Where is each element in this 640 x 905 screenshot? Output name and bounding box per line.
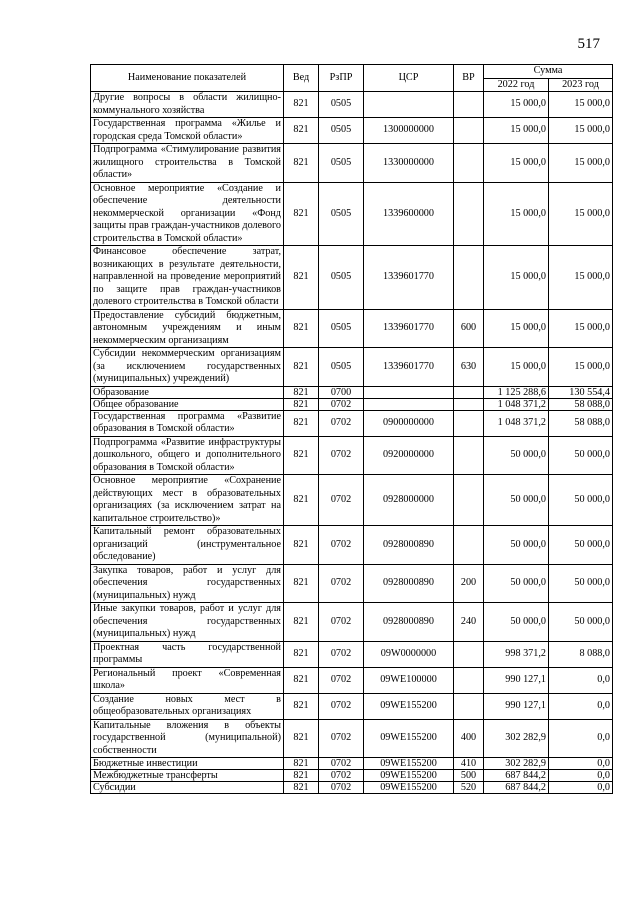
cell-y2022: 1 048 371,2 bbox=[484, 398, 549, 410]
cell-vr bbox=[454, 386, 484, 398]
cell-vr: 240 bbox=[454, 603, 484, 642]
cell-y2022: 990 127,1 bbox=[484, 693, 549, 719]
cell-y2022: 50 000,0 bbox=[484, 436, 549, 475]
cell-y2022: 990 127,1 bbox=[484, 667, 549, 693]
cell-vr bbox=[454, 182, 484, 246]
cell-vr: 600 bbox=[454, 309, 484, 348]
table-row bbox=[91, 92, 613, 118]
cell-y2022: 15 000,0 bbox=[484, 144, 549, 183]
table-row bbox=[91, 719, 613, 758]
cell-name: Межбюджетные трансферты bbox=[91, 770, 284, 782]
cell-rzpr: 0702 bbox=[319, 436, 364, 475]
table-row bbox=[91, 246, 613, 310]
cell-csr bbox=[364, 398, 454, 410]
cell-name: Капитальный ремонт образовательных организаций (инструментальное обследование) bbox=[91, 526, 284, 565]
cell-y2023: 15 000,0 bbox=[549, 348, 613, 387]
cell-y2022: 15 000,0 bbox=[484, 92, 549, 118]
table-row bbox=[91, 770, 613, 782]
cell-y2023: 0,0 bbox=[549, 719, 613, 758]
cell-y2023: 15 000,0 bbox=[549, 246, 613, 310]
table-row bbox=[91, 398, 613, 410]
cell-y2022: 50 000,0 bbox=[484, 564, 549, 603]
cell-rzpr: 0702 bbox=[319, 641, 364, 667]
cell-y2022: 50 000,0 bbox=[484, 475, 549, 526]
cell-y2023: 15 000,0 bbox=[549, 118, 613, 144]
cell-rzpr: 0702 bbox=[319, 398, 364, 410]
cell-csr: 09W0000000 bbox=[364, 641, 454, 667]
page-number: 517 bbox=[577, 36, 600, 52]
cell-csr: 1339601770 bbox=[364, 348, 454, 387]
table-row bbox=[91, 758, 613, 770]
cell-csr: 0928000890 bbox=[364, 603, 454, 642]
cell-ved: 821 bbox=[284, 118, 319, 144]
cell-csr: 1339600000 bbox=[364, 182, 454, 246]
cell-ved: 821 bbox=[284, 182, 319, 246]
cell-rzpr: 0702 bbox=[319, 526, 364, 565]
cell-csr: 09WE155200 bbox=[364, 782, 454, 794]
cell-name: Создание новых мест в общеобразовательных организациях bbox=[91, 693, 284, 719]
cell-csr bbox=[364, 92, 454, 118]
cell-rzpr: 0702 bbox=[319, 667, 364, 693]
cell-rzpr: 0505 bbox=[319, 348, 364, 387]
cell-y2022: 302 282,9 bbox=[484, 758, 549, 770]
cell-vr bbox=[454, 693, 484, 719]
cell-y2023: 8 088,0 bbox=[549, 641, 613, 667]
header-year-2022: 2022 год bbox=[484, 78, 549, 92]
cell-y2022: 998 371,2 bbox=[484, 641, 549, 667]
cell-csr: 1339601770 bbox=[364, 246, 454, 310]
cell-vr bbox=[454, 144, 484, 183]
cell-vr: 410 bbox=[454, 758, 484, 770]
table-row bbox=[91, 564, 613, 603]
cell-vr bbox=[454, 475, 484, 526]
cell-csr: 09WE155200 bbox=[364, 719, 454, 758]
cell-y2022: 50 000,0 bbox=[484, 526, 549, 565]
cell-name: Проектная часть государственной программы bbox=[91, 641, 284, 667]
cell-csr: 0928000000 bbox=[364, 475, 454, 526]
cell-y2023: 50 000,0 bbox=[549, 564, 613, 603]
cell-y2023: 15 000,0 bbox=[549, 92, 613, 118]
cell-name: Финансовое обеспечение затрат, возникающих в результате деятельности, направленной на проведение мероприятий по защите прав граждан-участников долевого строительства в Томской области bbox=[91, 246, 284, 310]
cell-y2023: 0,0 bbox=[549, 667, 613, 693]
table-row bbox=[91, 475, 613, 526]
cell-csr: 09WE155200 bbox=[364, 758, 454, 770]
cell-csr: 0928000890 bbox=[364, 564, 454, 603]
table-row bbox=[91, 782, 613, 794]
cell-vr bbox=[454, 436, 484, 475]
cell-rzpr: 0505 bbox=[319, 309, 364, 348]
cell-y2023: 50 000,0 bbox=[549, 526, 613, 565]
cell-rzpr: 0702 bbox=[319, 410, 364, 436]
cell-y2023: 15 000,0 bbox=[549, 182, 613, 246]
cell-y2023: 0,0 bbox=[549, 693, 613, 719]
cell-y2022: 15 000,0 bbox=[484, 348, 549, 387]
header-sum: Сумма bbox=[484, 65, 613, 79]
cell-vr: 500 bbox=[454, 770, 484, 782]
cell-name: Предоставление субсидий бюджетным, автономным учреждениям и иным некоммерческим организациям bbox=[91, 309, 284, 348]
cell-rzpr: 0505 bbox=[319, 246, 364, 310]
cell-name: Бюджетные инвестиции bbox=[91, 758, 284, 770]
cell-rzpr: 0702 bbox=[319, 719, 364, 758]
cell-vr: 520 bbox=[454, 782, 484, 794]
cell-name: Закупка товаров, работ и услуг для обеспечения государственных (муниципальных) нужд bbox=[91, 564, 284, 603]
cell-ved: 821 bbox=[284, 410, 319, 436]
cell-ved: 821 bbox=[284, 526, 319, 565]
table-row bbox=[91, 410, 613, 436]
cell-ved: 821 bbox=[284, 92, 319, 118]
cell-csr: 0928000890 bbox=[364, 526, 454, 565]
cell-rzpr: 0505 bbox=[319, 118, 364, 144]
cell-y2022: 15 000,0 bbox=[484, 118, 549, 144]
cell-y2022: 15 000,0 bbox=[484, 182, 549, 246]
cell-ved: 821 bbox=[284, 641, 319, 667]
cell-ved: 821 bbox=[284, 348, 319, 387]
cell-vr: 630 bbox=[454, 348, 484, 387]
table-row bbox=[91, 386, 613, 398]
table-row bbox=[91, 526, 613, 565]
cell-rzpr: 0702 bbox=[319, 475, 364, 526]
cell-y2023: 15 000,0 bbox=[549, 144, 613, 183]
cell-ved: 821 bbox=[284, 719, 319, 758]
cell-ved: 821 bbox=[284, 782, 319, 794]
cell-name: Основное мероприятие «Создание и обеспечение деятельности некоммерческой организации «Фонд защиты прав граждан-участников долевого строительства в Томской области» bbox=[91, 182, 284, 246]
cell-y2022: 50 000,0 bbox=[484, 603, 549, 642]
cell-ved: 821 bbox=[284, 693, 319, 719]
cell-name: Подпрограмма «Стимулирование развития жилищного строительства в Томской области» bbox=[91, 144, 284, 183]
cell-y2023: 50 000,0 bbox=[549, 436, 613, 475]
cell-name: Субсидии некоммерческим организациям (за исключением государственных (муниципальных) учреждений) bbox=[91, 348, 284, 387]
header-vr: ВР bbox=[454, 65, 484, 92]
cell-name: Другие вопросы в области жилищно-коммунального хозяйства bbox=[91, 92, 284, 118]
cell-y2023: 50 000,0 bbox=[549, 475, 613, 526]
cell-vr bbox=[454, 667, 484, 693]
cell-rzpr: 0700 bbox=[319, 386, 364, 398]
cell-csr: 1339601770 bbox=[364, 309, 454, 348]
cell-ved: 821 bbox=[284, 246, 319, 310]
cell-y2023: 50 000,0 bbox=[549, 603, 613, 642]
cell-name: Государственная программа «Развитие образования в Томской области» bbox=[91, 410, 284, 436]
cell-ved: 821 bbox=[284, 475, 319, 526]
table-row bbox=[91, 603, 613, 642]
cell-vr bbox=[454, 118, 484, 144]
header-ved: Вед bbox=[284, 65, 319, 92]
header-rzpr: РзПР bbox=[319, 65, 364, 92]
cell-y2023: 0,0 bbox=[549, 770, 613, 782]
cell-vr bbox=[454, 92, 484, 118]
cell-y2023: 58 088,0 bbox=[549, 410, 613, 436]
cell-y2022: 15 000,0 bbox=[484, 309, 549, 348]
cell-ved: 821 bbox=[284, 398, 319, 410]
table-row bbox=[91, 693, 613, 719]
cell-ved: 821 bbox=[284, 436, 319, 475]
cell-ved: 821 bbox=[284, 144, 319, 183]
cell-csr: 1330000000 bbox=[364, 144, 454, 183]
cell-csr: 09WE155200 bbox=[364, 693, 454, 719]
header-year-2023: 2023 год bbox=[549, 78, 613, 92]
cell-name: Общее образование bbox=[91, 398, 284, 410]
header-name: Наименование показателей bbox=[91, 65, 284, 92]
cell-csr: 0900000000 bbox=[364, 410, 454, 436]
cell-rzpr: 0702 bbox=[319, 603, 364, 642]
cell-y2023: 0,0 bbox=[549, 758, 613, 770]
cell-y2023: 58 088,0 bbox=[549, 398, 613, 410]
cell-y2022: 1 048 371,2 bbox=[484, 410, 549, 436]
cell-name: Капитальные вложения в объекты государственной (муниципальной) собственности bbox=[91, 719, 284, 758]
cell-vr: 200 bbox=[454, 564, 484, 603]
cell-csr bbox=[364, 386, 454, 398]
cell-ved: 821 bbox=[284, 758, 319, 770]
cell-rzpr: 0505 bbox=[319, 92, 364, 118]
cell-rzpr: 0505 bbox=[319, 182, 364, 246]
cell-vr bbox=[454, 526, 484, 565]
cell-ved: 821 bbox=[284, 309, 319, 348]
cell-rzpr: 0702 bbox=[319, 693, 364, 719]
cell-csr: 0920000000 bbox=[364, 436, 454, 475]
cell-vr bbox=[454, 641, 484, 667]
cell-y2022: 15 000,0 bbox=[484, 246, 549, 310]
cell-name: Региональный проект «Современная школа» bbox=[91, 667, 284, 693]
cell-rzpr: 0702 bbox=[319, 770, 364, 782]
cell-rzpr: 0702 bbox=[319, 758, 364, 770]
table-row bbox=[91, 641, 613, 667]
table-row bbox=[91, 182, 613, 246]
cell-vr bbox=[454, 410, 484, 436]
cell-vr bbox=[454, 398, 484, 410]
table-row bbox=[91, 118, 613, 144]
table-row bbox=[91, 348, 613, 387]
cell-rzpr: 0702 bbox=[319, 564, 364, 603]
cell-ved: 821 bbox=[284, 386, 319, 398]
cell-ved: 821 bbox=[284, 667, 319, 693]
cell-y2023: 15 000,0 bbox=[549, 309, 613, 348]
cell-csr: 09WE155200 bbox=[364, 770, 454, 782]
cell-name: Иные закупки товаров, работ и услуг для обеспечения государственных (муниципальных) нужд bbox=[91, 603, 284, 642]
cell-name: Основное мероприятие «Сохранение действующих мест в образовательных организациях (за исключением затрат на капитальное строительство)» bbox=[91, 475, 284, 526]
cell-y2023: 130 554,4 bbox=[549, 386, 613, 398]
cell-y2022: 1 125 288,6 bbox=[484, 386, 549, 398]
cell-y2023: 0,0 bbox=[549, 782, 613, 794]
cell-y2022: 687 844,2 bbox=[484, 770, 549, 782]
cell-name: Субсидии bbox=[91, 782, 284, 794]
cell-ved: 821 bbox=[284, 770, 319, 782]
cell-name: Подпрограмма «Развитие инфраструктуры дошкольного, общего и дополнительного образования в Томской области» bbox=[91, 436, 284, 475]
cell-csr: 1300000000 bbox=[364, 118, 454, 144]
table-row bbox=[91, 144, 613, 183]
cell-name: Образование bbox=[91, 386, 284, 398]
cell-y2022: 302 282,9 bbox=[484, 719, 549, 758]
table-row bbox=[91, 436, 613, 475]
cell-rzpr: 0702 bbox=[319, 782, 364, 794]
cell-ved: 821 bbox=[284, 564, 319, 603]
table-body bbox=[91, 92, 613, 794]
cell-name: Государственная программа «Жилье и городская среда Томской области» bbox=[91, 118, 284, 144]
cell-ved: 821 bbox=[284, 603, 319, 642]
budget-table bbox=[90, 64, 613, 794]
cell-vr: 400 bbox=[454, 719, 484, 758]
cell-csr: 09WE100000 bbox=[364, 667, 454, 693]
table-row bbox=[91, 667, 613, 693]
cell-vr bbox=[454, 246, 484, 310]
table-row bbox=[91, 309, 613, 348]
cell-y2022: 687 844,2 bbox=[484, 782, 549, 794]
header-csr: ЦСР bbox=[364, 65, 454, 92]
cell-rzpr: 0505 bbox=[319, 144, 364, 183]
